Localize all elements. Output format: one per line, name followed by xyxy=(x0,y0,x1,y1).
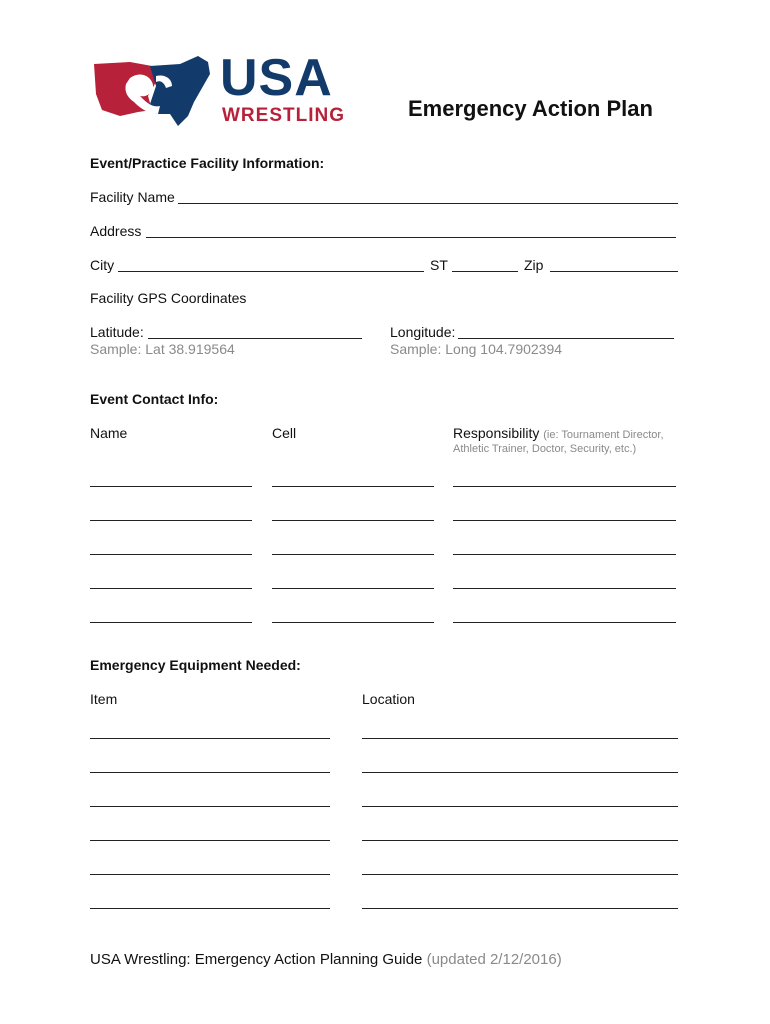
contact-cell-header: Cell xyxy=(272,425,297,441)
state-label: ST xyxy=(430,257,448,273)
logo-wrestling-text: WRESTLING xyxy=(222,105,345,126)
contact-4-cell-field[interactable] xyxy=(272,588,434,589)
city-field[interactable] xyxy=(118,271,424,272)
facility-heading: Event/Practice Facility Information: xyxy=(90,155,325,171)
longitude-sample: Sample: Long 104.7902394 xyxy=(390,341,563,357)
zip-label: Zip xyxy=(524,257,544,273)
contact-name-header: Name xyxy=(90,425,128,441)
facility-name-label: Facility Name xyxy=(90,189,175,205)
page-footer xyxy=(90,951,562,968)
equipment-4-location-field[interactable] xyxy=(362,840,678,841)
contact-2-responsibility-field[interactable] xyxy=(453,520,676,521)
contacts-heading: Event Contact Info: xyxy=(90,391,219,407)
latitude-label: Latitude: xyxy=(90,324,144,340)
contact-3-cell-field[interactable] xyxy=(272,554,434,555)
equipment-6-location-field[interactable] xyxy=(362,908,678,909)
equipment-1-item-field[interactable] xyxy=(90,738,330,739)
equipment-item-header: Item xyxy=(90,691,118,707)
latitude-sample: Sample: Lat 38.919564 xyxy=(90,341,235,357)
responsibility-hint-1: (ie: Tournament Director, xyxy=(543,429,664,441)
facility-name-field[interactable] xyxy=(178,203,678,204)
logo-usa-text: USA xyxy=(220,49,333,107)
responsibility-label: Responsibility xyxy=(453,425,540,441)
page-title: Emergency Action Plan xyxy=(408,96,653,121)
usa-wrestling-logo xyxy=(90,49,360,132)
contact-3-name-field[interactable] xyxy=(90,554,252,555)
longitude-field[interactable] xyxy=(458,338,674,339)
contact-4-name-field[interactable] xyxy=(90,588,252,589)
contact-5-name-field[interactable] xyxy=(90,622,252,623)
equipment-6-item-field[interactable] xyxy=(90,908,330,909)
contact-2-cell-field[interactable] xyxy=(272,520,434,521)
equipment-2-item-field[interactable] xyxy=(90,772,330,773)
responsibility-hint-2: Athletic Trainer, Doctor, Security, etc.) xyxy=(453,443,637,455)
latitude-field[interactable] xyxy=(148,338,362,339)
gps-label: Facility GPS Coordinates xyxy=(90,290,247,306)
contact-responsibility-header xyxy=(453,425,664,441)
equipment-location-header: Location xyxy=(362,691,415,707)
equipment-4-item-field[interactable] xyxy=(90,840,330,841)
contact-1-responsibility-field[interactable] xyxy=(453,486,676,487)
equipment-1-location-field[interactable] xyxy=(362,738,678,739)
contact-4-responsibility-field[interactable] xyxy=(453,588,676,589)
contact-3-responsibility-field[interactable] xyxy=(453,554,676,555)
equipment-3-item-field[interactable] xyxy=(90,806,330,807)
state-field[interactable] xyxy=(452,271,518,272)
city-label: City xyxy=(90,257,115,273)
contact-1-name-field[interactable] xyxy=(90,486,252,487)
footer-updated: (updated 2/12/2016) xyxy=(426,951,562,968)
equipment-3-location-field[interactable] xyxy=(362,806,678,807)
equipment-heading: Emergency Equipment Needed: xyxy=(90,657,301,673)
contact-5-responsibility-field[interactable] xyxy=(453,622,676,623)
contact-5-cell-field[interactable] xyxy=(272,622,434,623)
contact-2-name-field[interactable] xyxy=(90,520,252,521)
address-field[interactable] xyxy=(146,237,676,238)
equipment-5-item-field[interactable] xyxy=(90,874,330,875)
equipment-5-location-field[interactable] xyxy=(362,874,678,875)
address-label: Address xyxy=(90,223,142,239)
footer-text: USA Wrestling: Emergency Action Planning Guide xyxy=(90,951,423,968)
longitude-label: Longitude: xyxy=(390,324,456,340)
equipment-2-location-field[interactable] xyxy=(362,772,678,773)
contact-1-cell-field[interactable] xyxy=(272,486,434,487)
zip-field[interactable] xyxy=(550,271,678,272)
